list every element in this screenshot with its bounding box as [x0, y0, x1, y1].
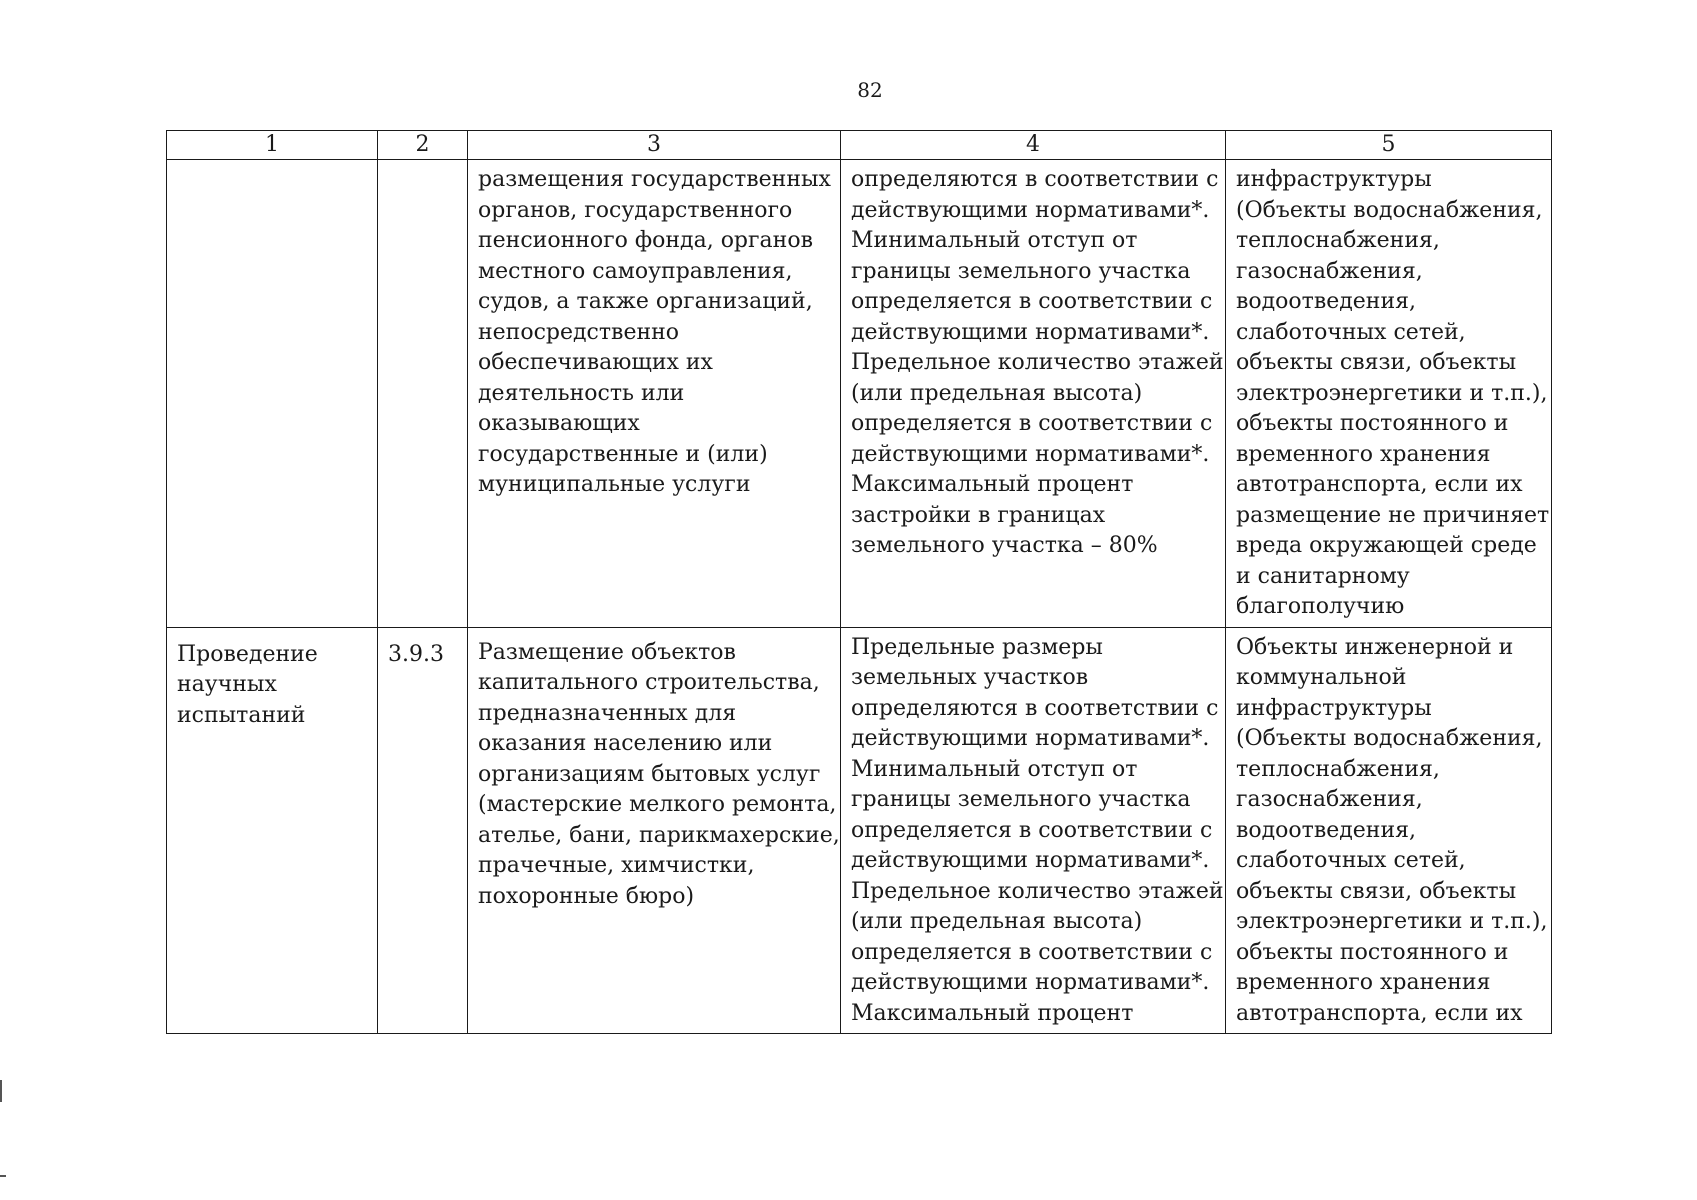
cell-text-line: организациям бытовых услуг — [478, 761, 821, 787]
cell-text-line: предназначенных для — [478, 700, 737, 726]
table-row — [167, 160, 1552, 628]
cell-text-line: благополучию — [1236, 594, 1405, 619]
column-number-header: 5 — [1226, 131, 1552, 160]
cell-text-line: Размещение объектов — [478, 639, 736, 665]
cell-text-line: Минимальный отступ от — [851, 228, 1138, 253]
cell-text-line: капитального строительства, — [478, 670, 820, 695]
cell-text-line: деятельность или — [478, 380, 685, 406]
column-number-header: 2 — [378, 131, 468, 160]
cell-text-line: Минимальный отступ от — [851, 756, 1138, 782]
cell-text-line: границы земельного участка — [851, 787, 1191, 812]
cell-text-line: оказывающих — [478, 411, 640, 436]
cell-text-line: 3.9.3 — [388, 641, 444, 667]
cell-text-line: (мастерские мелкого ремонта, — [478, 792, 837, 817]
cell-text-line: вреда окружающей среде — [1236, 533, 1537, 558]
cell-text-line: объекты связи, объекты — [1236, 350, 1517, 375]
cell-text-line: пенсионного фонда, органов — [478, 228, 813, 253]
cell-text-line: инфраструктуры — [1236, 167, 1432, 192]
cell-text-line: размещение не причиняет — [1236, 502, 1550, 528]
cell-text-line: газоснабжения, — [1236, 787, 1423, 812]
cell-text-line: испытаний — [177, 702, 306, 728]
cell-text-line: действующими нормативами*. — [851, 848, 1210, 873]
cell-text-line: теплоснабжения, — [1236, 756, 1440, 782]
cell-text-line: слаботочных сетей, — [1236, 848, 1466, 873]
cell-text-line: коммунальной — [1236, 665, 1407, 690]
cell-text-line: объекты связи, объекты — [1236, 878, 1517, 904]
use-code-cell — [378, 160, 468, 628]
use-description-cell — [468, 627, 841, 1034]
cell-text-line: Объекты инженерной и — [1236, 634, 1514, 660]
cell-text-line: (или предельная высота) — [851, 909, 1143, 934]
cell-text-line: действующими нормативами*. — [851, 319, 1210, 345]
cell-text-line: Максимальный процент — [851, 1000, 1134, 1026]
cell-text-line: (или предельная высота) — [851, 380, 1143, 406]
cell-text-line: Предельное количество этажей — [851, 350, 1224, 375]
cell-text-line: определяется в соответствии с — [851, 939, 1213, 965]
use-type-cell — [167, 627, 378, 1034]
cell-text-line: действующими нормативами*. — [851, 726, 1210, 751]
regulations-table — [166, 130, 1552, 1034]
cell-text-line: определяются в соответствии с — [851, 695, 1219, 721]
cell-text-line: застройки в границах — [851, 502, 1106, 528]
cell-text-line: определяется в соответствии с — [851, 411, 1213, 436]
page-number: 82 — [857, 78, 883, 102]
cell-text-line: газоснабжения, — [1236, 258, 1423, 284]
cell-text-line: объекты постоянного и — [1236, 939, 1509, 965]
cell-text-line: действующими нормативами*. — [851, 441, 1210, 467]
cell-text-line: слаботочных сетей, — [1236, 319, 1466, 345]
cell-text-line: Проведение — [177, 641, 318, 667]
cell-text-line: автотранспорта, если их — [1236, 472, 1523, 497]
cell-text-line: временного хранения — [1236, 970, 1491, 995]
cell-text-line: водоотведения, — [1236, 817, 1417, 843]
use-description-cell — [468, 160, 841, 628]
auxiliary-uses-cell — [1226, 627, 1552, 1034]
cell-text-line: судов, а также организаций, — [478, 289, 813, 314]
cell-text-line: ателье, бани, парикмахерские, — [478, 822, 840, 848]
auxiliary-uses-cell — [1226, 160, 1552, 628]
cell-text-line: непосредственно — [478, 319, 680, 345]
use-code-cell — [378, 627, 468, 1034]
cell-text-line: государственные и (или) — [478, 441, 768, 467]
cell-text-line: размещения государственных — [478, 167, 831, 192]
cell-text-line: автотранспорта, если их — [1236, 1000, 1523, 1026]
cell-text-line: похоронные бюро) — [478, 883, 695, 909]
cell-text-line: Предельные размеры — [851, 634, 1103, 660]
cell-text-line: органов, государственного — [478, 197, 793, 223]
parameters-cell — [841, 627, 1226, 1034]
cell-text-line: (Объекты водоснабжения, — [1236, 197, 1543, 223]
scan-margin-mark — [0, 1175, 6, 1177]
column-number-header: 1 — [167, 131, 378, 160]
cell-text-line: обеспечивающих их — [478, 350, 713, 375]
use-type-cell — [167, 160, 378, 628]
cell-text-line: и санитарному — [1236, 563, 1410, 589]
cell-text-line: инфраструктуры — [1236, 695, 1432, 721]
cell-text-line: (Объекты водоснабжения, — [1236, 726, 1543, 751]
cell-text-line: электроэнергетики и т.п.), — [1236, 380, 1548, 406]
cell-text-line: научных — [177, 672, 277, 697]
cell-text-line: действующими нормативами*. — [851, 197, 1210, 223]
parameters-cell — [841, 160, 1226, 628]
cell-text-line: объекты постоянного и — [1236, 411, 1509, 436]
cell-text-line: действующими нормативами*. — [851, 970, 1210, 995]
column-number-header: 3 — [468, 131, 841, 160]
cell-text-line: земельных участков — [851, 665, 1089, 690]
cell-text-line: определяются в соответствии с — [851, 167, 1219, 192]
cell-text-line: временного хранения — [1236, 441, 1491, 467]
table-row — [167, 627, 1552, 1034]
cell-text-line: Предельное количество этажей — [851, 878, 1224, 904]
cell-text-line: оказания населению или — [478, 731, 773, 756]
cell-text-line: прачечные, химчистки, — [478, 853, 755, 878]
table-header-row — [167, 131, 1552, 160]
cell-text-line: водоотведения, — [1236, 289, 1417, 314]
cell-text-line: границы земельного участка — [851, 258, 1191, 284]
cell-text-line: теплоснабжения, — [1236, 228, 1440, 253]
cell-text-line: определяется в соответствии с — [851, 289, 1213, 314]
cell-text-line: электроэнергетики и т.п.), — [1236, 909, 1548, 934]
column-number-header: 4 — [841, 131, 1226, 160]
cell-text-line: Максимальный процент — [851, 472, 1134, 497]
scan-margin-mark — [0, 1080, 2, 1102]
cell-text-line: земельного участка – 80% — [851, 533, 1158, 558]
cell-text-line: муниципальные услуги — [478, 472, 751, 497]
cell-text-line: определяется в соответствии с — [851, 817, 1213, 843]
cell-text-line: местного самоуправления, — [478, 258, 793, 284]
